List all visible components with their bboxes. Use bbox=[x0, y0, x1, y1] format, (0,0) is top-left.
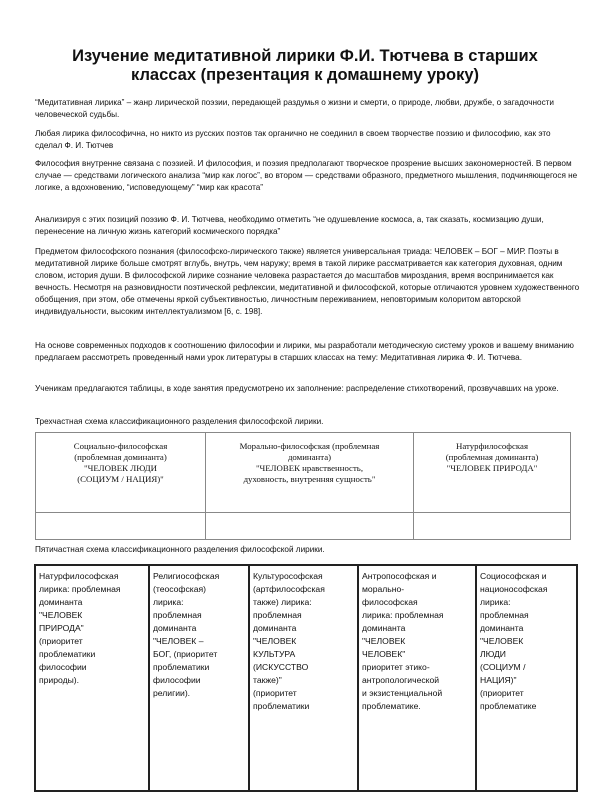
three-part-header-row bbox=[36, 433, 571, 513]
three-part-cell-social: Социально-философская (проблемная доминанта) "ЧЕЛОВЕК ЛЮДИ (СОЦИУМ / НАЦИЯ)" bbox=[36, 433, 206, 513]
three-part-empty-cell[interactable] bbox=[36, 513, 206, 540]
three-part-cell-natural: Натурфилософская (проблемная доминанта) "ЧЕЛОВЕК ПРИРОДА" bbox=[414, 433, 571, 513]
paragraph-students: Ученикам предлагаются таблицы, в ходе занятия предусмотрено их заполнение: распределение стихотворений, прозвучавших на уроке. bbox=[35, 384, 559, 393]
paragraph-method: На основе современных подходов к соотношению философии и лирики, мы разработали методическую систему уроков и вашему вниманию предлагаем рассмотреть проведенный нами урок литературы в старших классах на тему: Медитативная лирика Ф. И. Тютчева. bbox=[35, 341, 574, 362]
document-title: Изучение медитативной лирики Ф.И. Тютчева в старших классах (презентация к домашнему уроку) bbox=[72, 47, 538, 84]
paragraph-philosophy-lyric: Любая лирика философична, но никто из русских поэтов так органично не соединил в своем творчестве поэзию и философию, как это сделал Ф. И. Тютчев bbox=[35, 129, 551, 150]
three-part-cell-moral: Морально-философская (проблемная доминанта) "ЧЕЛОВЕК нравственность, духовность, внутренняя сущность" bbox=[206, 433, 414, 513]
paragraph-philosophy-poetry: Философия внутренне связана с поэзией. И философия, и поэзия предполагают творческое прозрение высших закономерностей. В первом случае — средствами логического анализа “мир как логос”, во втором — средствами образного, предметного мышления, подчиняющегося не логике, а вдохновению, “исповедующему” “мир как красота” bbox=[35, 159, 578, 192]
five-part-table bbox=[34, 564, 578, 792]
paragraph-triad: Предметом философского познания (философско-лирического также) является универсальная триада: ЧЕЛОВЕК – БОГ – МИР. Поэты в медитативной лирике больше смотрят вглубь, внутрь, чем наружу; время в такой лирике рассматривается как категория духовная, одним словом, история души. В философской лирике сознание человека разрастается до масштабов мироздания, время воспринимается как вечность. Несмотря на разновидности поэтической рефлексии, медитативной и философской, которые отличаются уровнем художественного обобщения, при этом, обе отмечены яркой субъективностью, личностным переживанием, неповторимым колоритом авторской индивидуальности, высоким интеллектуализмом [6, с. 198]. bbox=[35, 247, 580, 316]
five-part-cell-naturphilosophy: Натурфилософская лирика: проблемная доминанта "ЧЕЛОВЕК ПРИРОДА" (приоритет проблематики философии природы). bbox=[35, 565, 149, 791]
three-part-empty-cell[interactable] bbox=[414, 513, 571, 540]
three-part-table bbox=[35, 432, 571, 540]
three-part-empty-row bbox=[36, 513, 571, 540]
three-part-empty-cell[interactable] bbox=[206, 513, 414, 540]
paragraph-definition: “Медитативная лирика” – жанр лирической поэзии, передающей раздумья о жизни и смерти, о природе, любви, дружбе, о загадочности человеческой судьбы. bbox=[35, 98, 554, 119]
five-part-cell-society: Социософская и национософская лирика: проблемная доминанта "ЧЕЛОВЕК ЛЮДИ (СОЦИУМ / НАЦИЯ)" (приоритет проблематике bbox=[476, 565, 577, 791]
five-part-cell-culture: Культурософская (артфилософская также) лирика: проблемная доминанта "ЧЕЛОВЕК КУЛЬТУРА (ИСКУССТВО также)" (приоритет проблематики bbox=[249, 565, 358, 791]
five-part-cell-anthropology: Антропософская и морально- философская лирика: проблемная доминанта "ЧЕЛОВЕК ЧЕЛОВЕК" приоритет этико- антропологической и экзистенциальной проблематике. bbox=[358, 565, 476, 791]
five-part-cell-religion: Религиософская (теософская) лирика: проблемная доминанта "ЧЕЛОВЕК – БОГ, (приоритет проблематики философии религии). bbox=[149, 565, 249, 791]
caption-five-part-scheme: Пятичастная схема классификационного разделения философской лирики. bbox=[35, 545, 325, 554]
paragraph-analysis: Анализируя с этих позиций поэзию Ф. И. Тютчева, необходимо отметить “не одушевление космоса, а, так сказать, космизацию души, перенесение на личную жизнь категорий космического порядка” bbox=[35, 215, 544, 236]
caption-three-part-scheme: Трехчастная схема классификационного разделения философской лирики. bbox=[35, 417, 324, 426]
five-part-row bbox=[35, 565, 577, 791]
